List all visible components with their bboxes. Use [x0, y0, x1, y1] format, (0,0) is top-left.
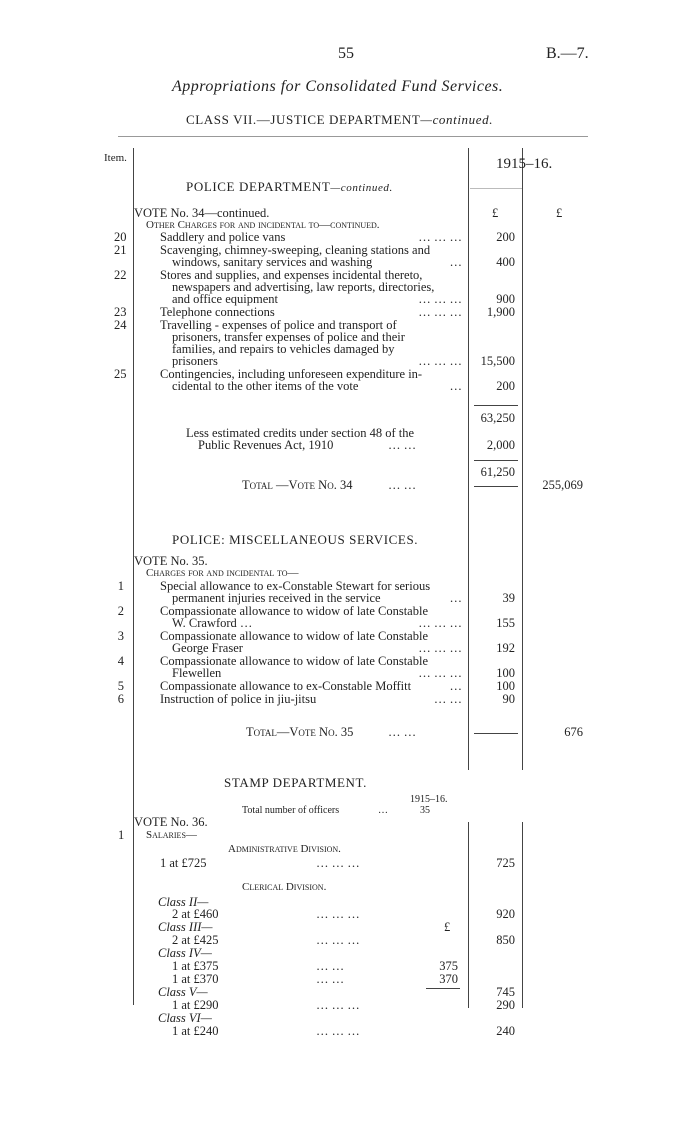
vote-36-heading: VOTE No. 36.	[134, 815, 208, 829]
vote-35-subhead: Charges for and incidental to—	[146, 567, 299, 579]
police-row-leader-dots: … … …	[418, 292, 462, 306]
misc-row-description-line: Instruction of police in jiu-jitsu	[160, 692, 317, 706]
item-column-header: Item.	[104, 152, 127, 164]
class-6-row-leader: … … …	[316, 1024, 360, 1038]
police-row-item-number: 20	[114, 230, 127, 244]
misc-row-leader-dots: … … …	[418, 641, 462, 655]
doc-reference: B.—7.	[546, 45, 589, 62]
misc-row-description-line: George Fraser	[172, 641, 243, 655]
police-row-leader-dots: …	[449, 379, 462, 393]
police-net-rule	[474, 460, 518, 461]
less-credits-leader: … …	[388, 438, 417, 452]
misc-row-leader-dots: …	[449, 679, 462, 693]
class-3-row-leader: … … …	[316, 933, 360, 947]
class-heading-text: CLASS VII.—JUSTICE DEPARTMENT	[186, 112, 421, 127]
police-row-leader-dots: … … …	[418, 230, 462, 244]
vote-35-total-label: Total—Vote No. 35	[246, 725, 354, 739]
police-row-item-number: 24	[114, 318, 127, 332]
misc-row-description-line: Compassionate allowance to ex-Constable Moffitt	[160, 679, 412, 693]
misc-row-item-number: 5	[117, 679, 124, 693]
vote-36-item: 1	[118, 828, 125, 842]
class-5-row-leader: … … …	[316, 998, 360, 1012]
class-3-heading: Class III—	[158, 920, 213, 934]
police-row-item-number: 22	[114, 268, 127, 282]
misc-row-description-line: Compassionate allowance to widow of late Constable	[160, 604, 428, 618]
amount-column-rule-mid	[522, 148, 523, 770]
police-subtotal-rule	[474, 405, 518, 406]
vote-34-total-label: Total —Vote No. 34	[242, 478, 353, 492]
misc-row-description-line: Special allowance to ex-Constable Stewart for serious	[160, 579, 431, 593]
class-5-row-label: 1 at £290	[172, 998, 219, 1012]
class-4-amount: 745	[496, 985, 515, 999]
page-number: 55	[338, 45, 354, 62]
item-column-rule	[133, 148, 134, 1005]
police-row-amount: 900	[496, 292, 515, 306]
police-heading-text: POLICE DEPARTMENT	[186, 179, 331, 194]
vote-34-total-leader: … …	[388, 478, 417, 492]
misc-row-leader-dots: … …	[433, 692, 462, 706]
class-4-sum-rule	[426, 988, 460, 989]
year-column-header: 1915–16.	[496, 156, 553, 172]
misc-row-item-number: 4	[117, 654, 124, 668]
stamp-heading: STAMP DEPARTMENT.	[224, 775, 367, 790]
class-4-row-1-label: 1 at £375	[172, 959, 219, 973]
misc-row-item-number: 6	[117, 692, 124, 706]
vote-35-total-rule	[474, 733, 518, 734]
police-row-item-number: 21	[114, 243, 127, 257]
class-2-heading: Class II—	[158, 895, 209, 909]
class-3-row-label: 2 at £425	[172, 933, 219, 947]
vote-34-total: 255,069	[542, 478, 583, 492]
misc-row-amount: 155	[496, 616, 515, 630]
police-row-amount: 400	[496, 255, 515, 269]
misc-row-item-number: 2	[117, 604, 124, 618]
class-3-pound: £	[444, 920, 451, 934]
police-row-leader-dots: … … …	[418, 305, 462, 319]
police-row-description-line: Travelling - expenses of police and transport of	[160, 318, 397, 332]
amount-column-rule-mid-lower	[522, 822, 523, 1008]
police-row-amount: 1,900	[486, 305, 515, 319]
class-4-row-2-leader: … …	[316, 972, 345, 986]
pound-sign-left: £	[492, 206, 499, 220]
police-row-description-line: prisoners	[172, 354, 218, 368]
misc-row-item-number: 3	[117, 629, 124, 643]
page-title: Appropriations for Consolidated Fund Services.	[172, 78, 504, 95]
officers-year: 1915–16.	[410, 794, 448, 805]
header-rule	[118, 136, 588, 137]
vote-34-heading: VOTE No. 34—continued.	[134, 206, 270, 220]
admin-row-leader: … … …	[316, 856, 360, 870]
year-header-rule	[470, 188, 522, 189]
misc-row-description-line: permanent injuries received in the service	[172, 591, 381, 605]
misc-row-description-line: Compassionate allowance to widow of late Constable	[160, 654, 428, 668]
class-2-row-amount: 920	[496, 907, 515, 921]
police-row-description-line: windows, sanitary services and washing	[172, 255, 373, 269]
police-row-amount: 200	[496, 379, 515, 393]
class-5-heading: Class V—	[158, 985, 208, 999]
vote-34-total-rule	[474, 486, 518, 487]
admin-division-heading: Administrative Division.	[228, 843, 341, 855]
misc-heading: POLICE: MISCELLANEOUS SERVICES.	[172, 532, 419, 547]
police-row-leader-dots: … … …	[418, 354, 462, 368]
misc-row-item-number: 1	[117, 579, 124, 593]
class-2-row-leader: … … …	[316, 907, 360, 921]
admin-row-amount: 725	[496, 856, 515, 870]
police-row-description-line: Contingencies, including unforeseen expenditure in-	[160, 367, 423, 381]
vote-35-total: 676	[564, 725, 583, 739]
misc-row-amount: 100	[496, 666, 515, 680]
less-credits-amount: 2,000	[486, 438, 515, 452]
misc-row-amount: 100	[496, 679, 515, 693]
police-row-amount: 15,500	[480, 354, 515, 368]
clerical-division-heading: Clerical Division.	[242, 881, 327, 893]
class-3-row-amount: 850	[496, 933, 515, 947]
police-row-description-line: and office equipment	[172, 292, 278, 306]
salaries-heading: Salaries—	[146, 829, 197, 841]
amount-column-rule-left-lower	[468, 822, 469, 1008]
police-row-leader-dots: …	[449, 255, 462, 269]
class-5-row-amount: 290	[496, 998, 515, 1012]
misc-row-amount: 39	[502, 591, 515, 605]
vote-34-subhead: Other Charges for and incidental to—continued.	[146, 219, 380, 231]
misc-row-amount: 90	[502, 692, 515, 706]
class-2-row-label: 2 at £460	[172, 907, 219, 921]
class-6-row-label: 1 at £240	[172, 1024, 219, 1038]
class-6-row-amount: 240	[496, 1024, 515, 1038]
police-row-description-line: Telephone connections	[160, 305, 275, 319]
pound-sign-right: £	[556, 206, 563, 220]
police-heading	[186, 180, 393, 195]
police-row-description-line: families, and repairs to vehicles damaged by	[172, 342, 395, 356]
police-row-description-line: Saddlery and police vans	[160, 230, 286, 244]
misc-row-leader-dots: … … …	[418, 616, 462, 630]
misc-row-description-line: W. Crawford …	[172, 616, 253, 630]
class-4-row-1-leader: … …	[316, 959, 345, 973]
class-4-row-2-sub: 370	[439, 972, 458, 986]
class-4-row-1-sub: 375	[439, 959, 458, 973]
admin-row-label: 1 at £725	[160, 856, 207, 870]
misc-row-description-line: Flewellen	[172, 666, 222, 680]
officers-label: Total number of officers	[242, 805, 340, 816]
police-net: 61,250	[480, 465, 515, 479]
police-subtotal: 63,250	[480, 411, 515, 425]
vote-35-heading: VOTE No. 35.	[134, 554, 208, 568]
police-row-amount: 200	[496, 230, 515, 244]
class-4-heading: Class IV—	[158, 946, 212, 960]
police-row-description-line: Scavenging, chimney-sweeping, cleaning stations and	[160, 243, 431, 257]
police-row-description-line: prisoners, transfer expenses of police and their	[172, 330, 405, 344]
police-row-description-line: newspapers and advertising, law reports, directories,	[172, 280, 435, 294]
misc-row-description-line: Compassionate allowance to widow of late Constable	[160, 629, 428, 643]
less-credits-line-1: Less estimated credits under section 48 of the	[186, 426, 415, 440]
misc-row-leader-dots: …	[449, 591, 462, 605]
less-credits-line-2: Public Revenues Act, 1910	[198, 438, 334, 452]
police-row-item-number: 23	[114, 305, 127, 319]
misc-row-amount: 192	[496, 641, 515, 655]
amount-column-rule-left	[468, 148, 469, 770]
class-heading-cont: —continued.	[420, 112, 494, 127]
class-heading	[186, 113, 493, 126]
police-row-item-number: 25	[114, 367, 127, 381]
officers-count: 35	[420, 805, 430, 816]
police-row-description-line: cidental to the other items of the vote	[172, 379, 359, 393]
police-heading-cont: —continued.	[330, 182, 393, 194]
police-row-description-line: Stores and supplies, and expenses incidental thereto,	[160, 268, 423, 282]
class-4-row-2-label: 1 at £370	[172, 972, 219, 986]
officers-leader: …	[378, 805, 388, 816]
class-6-heading: Class VI—	[158, 1011, 212, 1025]
misc-row-leader-dots: … … …	[418, 666, 462, 680]
vote-35-total-leader: … …	[388, 725, 417, 739]
